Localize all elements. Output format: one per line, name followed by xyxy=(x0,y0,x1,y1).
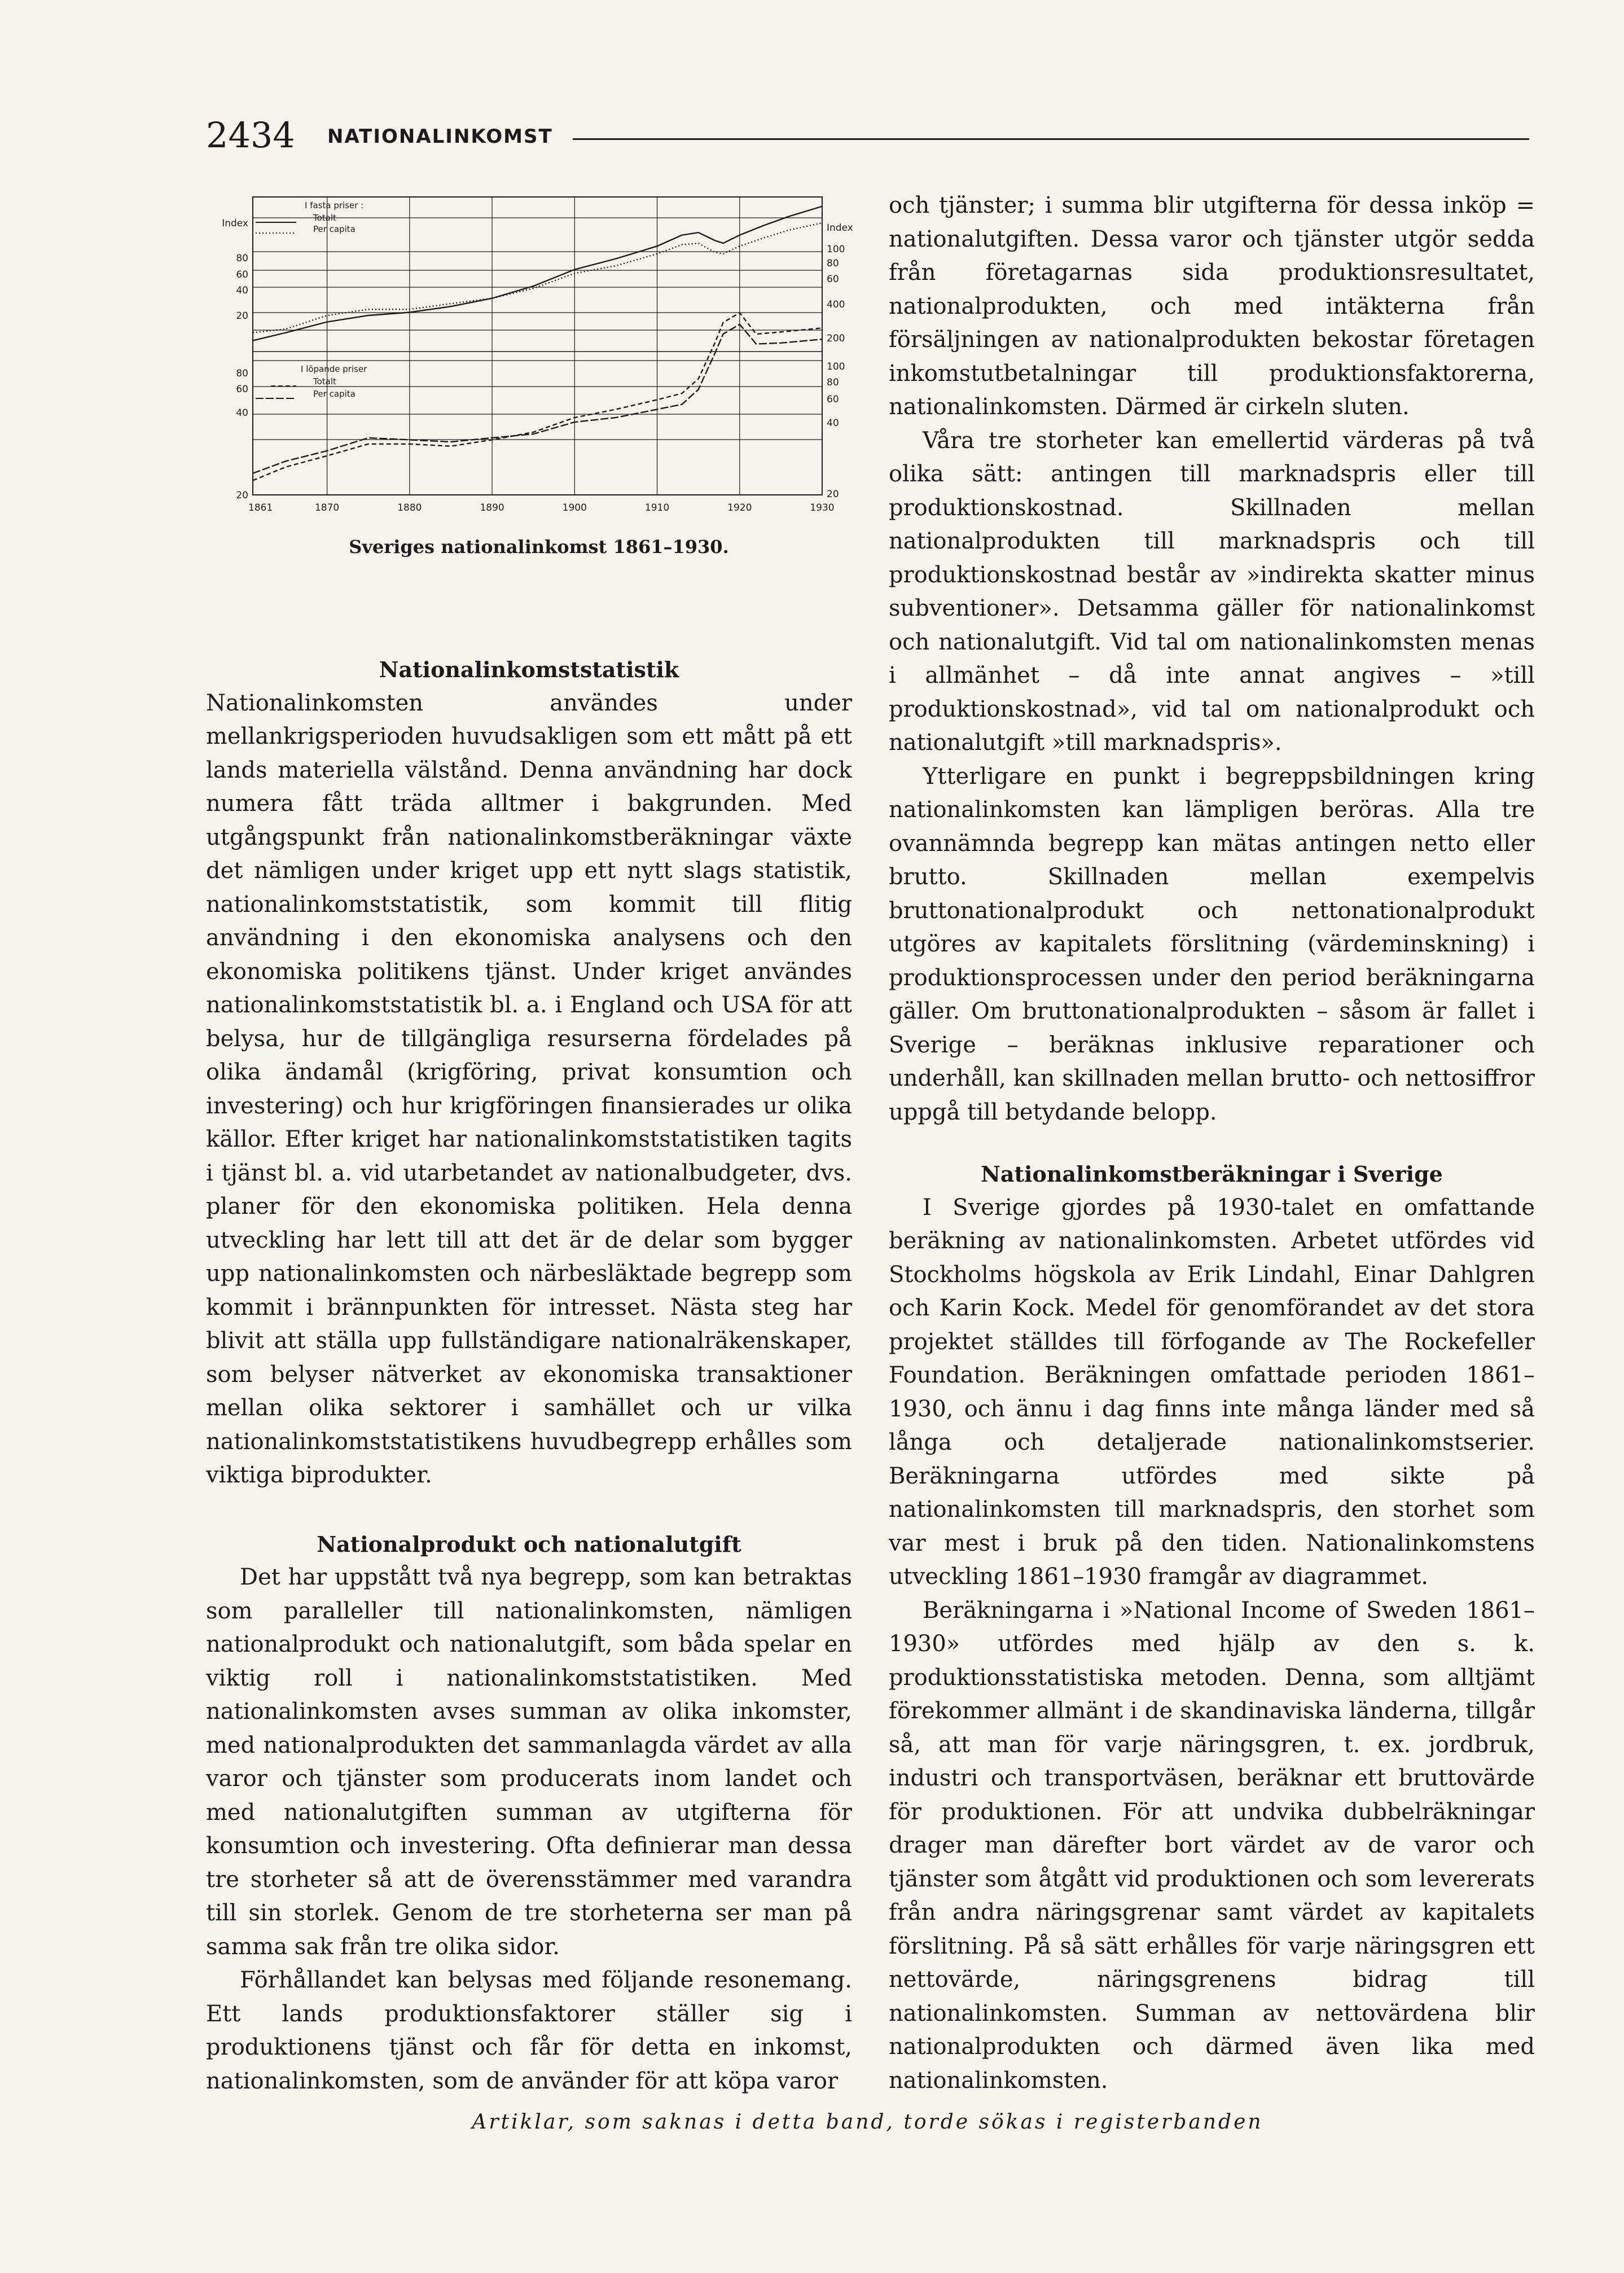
right-tick-label: 80 xyxy=(827,377,839,388)
body-paragraph: Förhållandet kan belysas med följande resonemang. Ett lands produktionsfaktorer ställer sig i produktionens tjänst och får för detta en inkomst, nationalinkomsten, som de använder för att köpa varor xyxy=(206,1967,852,2094)
legend-title-constant-prices: I fasta priser : xyxy=(305,200,364,210)
national-income-chart xyxy=(212,189,872,539)
right-tick-label: 60 xyxy=(827,394,839,405)
body-paragraph: Ytterligare en punkt i begreppsbildningen kring nationalinkomsten kan lämpligen beröras. Alla tre ovannämnda begrepp kan mätas antingen netto eller brutto. Skillnaden mellan exempelvis bruttonationalprodukt och nettonationalprodukt utgöres av kapitalets förslitning (värdeminskning) i produktionsprocessen under den period beräkningarna gäller. Om bruttonationalprodukten – såsom är fallet i Sverige – beräknas inklusive reparationer och underhåll, kan skillnaden mellan brutto- och nettosiffror uppgå till betydande belopp. xyxy=(889,763,1535,1125)
legend-label-total: Totalt xyxy=(313,213,336,223)
x-tick-label: 1861 xyxy=(248,502,273,514)
section-spacer xyxy=(889,1129,1535,1157)
section-heading: Nationalprodukt och nationalutgift xyxy=(317,1531,741,1557)
x-tick-label: 1920 xyxy=(727,502,752,514)
section-heading: Nationalinkomstberäkningar i Sverige xyxy=(981,1161,1443,1187)
left-column xyxy=(206,618,852,2098)
right-tick-label: 100 xyxy=(827,361,845,372)
legend-label-per-capita: Per capita xyxy=(313,224,355,234)
left-tick-label: 80 xyxy=(236,253,248,264)
plot-frame xyxy=(253,197,822,495)
right-tick-label: 400 xyxy=(827,299,845,310)
left-tick-label: 80 xyxy=(236,368,248,379)
section-heading: Nationalinkomststatistik xyxy=(379,657,679,682)
x-tick-label: 1900 xyxy=(562,502,587,514)
x-tick-label: 1870 xyxy=(314,502,340,514)
body-paragraph: Nationalinkomsten användes under mellankrigsperioden huvudsakligen som ett mått på ett lands materiella välstånd. Denna användning har dock numera fått träda alltmer i bakgrunden. Med utgångspunkt från nationalinkomstberäkningar växte det nämligen under kriget upp ett nytt slags statistik, nationalinkomststatistik, som kommit till flitig användning i den ekonomiska analysens och den ekonomiska politikens tjänst. Under kriget användes nationalinkomststatistik bl. a. i England och USA för att belysa, hur de tillgängliga resurserna fördelades på olika ändamål (krigföring, privat konsumtion och investering) och hur krigföringen finansierades ur olika källor. Efter kriget har nationalinkomststatistiken tagits i tjänst bl. a. vid utarbetandet av nationalbudgeter, dvs. planer för den ekonomiska politiken. Hela denna utveckling har lett till att det är de delar som bygger upp nationalinkomsten och närbesläktade begrepp som kommit i brännpunkten för intresset. Nästa steg har blivit att ställa upp fullständigare nationalräkenskaper, som belyser nätverket av ekonomiska transaktioner mellan olika sektorer i samhället och ur vilka nationalinkomststatistikens huvudbegrepp erhålles som viktiga biprodukter. xyxy=(206,690,852,1488)
body-paragraph: och tjänster; i summa blir utgifterna för dessa inköp = nationalutgiften. Dessa varor och tjänster utgör sedda från företagarnas sida produktionsresultatet, nationalprodukten, och med intäkterna från försäljningen av nationalprodukten bekostar företagen inkomstutbetalningar till produktionsfaktorerna, nationalinkomsten. Därmed är cirkeln sluten. xyxy=(889,192,1535,420)
body-paragraph: Beräkningarna i »National Income of Sweden 1861–1930» utfördes med hjälp av den s. k. produktionsstatistiska metoden. Denna, som alltjämt förekommer allmänt i de skandinaviska länderna, tillgår så, att man för varje näringsgren, t. ex. jordbruk, industri och transportväsen, beräknar ett bruttovärde för produktionen. För att undvika dubbelräkningar drager man därefter bort värdet av de varor och tjänster som åtgått vid produktionen och som levererats från andra näringsgrenar samt värdet av kapitalets förslitning. På så sätt erhålles för varje näringsgren ett nettovärde, näringsgrenens bidrag till nationalinkomsten. Summan av nettovärdena blir nationalprodukten och därmed även lika med nationalinkomsten. xyxy=(889,1597,1535,2094)
right-tick-label: 60 xyxy=(827,274,839,285)
x-tick-label: 1890 xyxy=(480,502,504,514)
body-paragraph: Våra tre storheter kan emellertid värderas på två olika sätt: antingen till marknadspris eller till produktionskostnad. Skillnaden mellan nationalprodukten till marknadspris och till produktionskostnad består av »indirekta skatter minus subventioner». Detsamma gäller för nationalinkomst och nationalutgift. Vid tal om nationalinkomsten menas i allmänhet – då inte annat angives – »till produktionskostnad», vid tal om nationalprodukt och nationalutgift »till marknadspris». xyxy=(889,427,1535,756)
right-axis-title: Index xyxy=(827,222,853,234)
page-header xyxy=(206,116,1529,155)
left-tick-label: 20 xyxy=(236,310,248,322)
right-tick-label: 40 xyxy=(827,418,839,429)
body-paragraph: Det har uppstått två nya begrepp, som kan betraktas som paralleller till nationalinkomsten, nämligen nationalprodukt och nationalutgift, som båda spelar en viktig roll i nationalinkomststatistiken. Med nationalinkomsten avses summan av olika inkomster, med nationalprodukten det sammanlagda värdet av alla varor och tjänster som producerats inom landet och med nationalutgiften summan av utgifterna för konsumtion och investering. Ofta definierar man dessa tre storheter så att de överensstämmer med varandra till sin storlek. Genom de tre storheterna ser man på samma sak från tre olika sidor. xyxy=(206,1564,852,1960)
body-paragraph: I Sverige gjordes på 1930-talet en omfattande beräkning av nationalinkomsten. Arbetet utfördes vid Stockholms högskola av Erik Lindahl, Einar Dahlgren och Karin Kock. Medel för genomförandet av det stora projektet ställdes till förfogande av The Rockefeller Foundation. Beräkningen omfattade perioden 1861–1930, och ännu i dag finns inte många länder med så långa och detaljerade nationalinkomstserier. Beräkningarna utfördes med sikte på nationalinkomsten till marknadspris, den storhet som var mest i bruk på den tiden. Nationalinkomstens utveckling 1861–1930 framgår av diagrammet. xyxy=(889,1194,1535,1590)
right-tick-label: 80 xyxy=(827,258,839,269)
right-tick-label: 20 xyxy=(827,489,839,500)
x-tick-label: 1910 xyxy=(644,502,670,514)
left-tick-label: 20 xyxy=(236,490,248,501)
running-title: NATIONALINKOMST xyxy=(327,125,553,148)
section-spacer xyxy=(206,1493,852,1528)
series-line-constant-per-capita xyxy=(253,223,822,333)
x-tick-label: 1930 xyxy=(810,502,835,514)
left-axis-title: Index xyxy=(222,218,248,229)
legend-title-current-prices: I löpande priser xyxy=(301,364,367,374)
footer-note: Artiklar, som saknas i detta band, torde sökas i registerbanden xyxy=(472,2110,1263,2134)
legend-label-total: Totalt xyxy=(313,376,336,387)
left-tick-label: 60 xyxy=(236,384,248,395)
left-tick-label: 60 xyxy=(236,269,248,280)
figure-caption: Sveriges nationalinkomst 1861–1930. xyxy=(349,536,729,558)
figure xyxy=(212,189,872,573)
legend-label-per-capita: Per capita xyxy=(313,389,355,399)
right-tick-label: 100 xyxy=(827,244,845,255)
page-number: 2434 xyxy=(206,115,295,156)
left-tick-label: 40 xyxy=(236,407,248,419)
right-column xyxy=(889,189,1535,2098)
x-tick-label: 1880 xyxy=(397,502,422,514)
section-spacer xyxy=(206,618,852,653)
left-tick-label: 40 xyxy=(236,285,248,296)
right-tick-label: 200 xyxy=(827,333,845,344)
header-rule xyxy=(573,138,1529,140)
